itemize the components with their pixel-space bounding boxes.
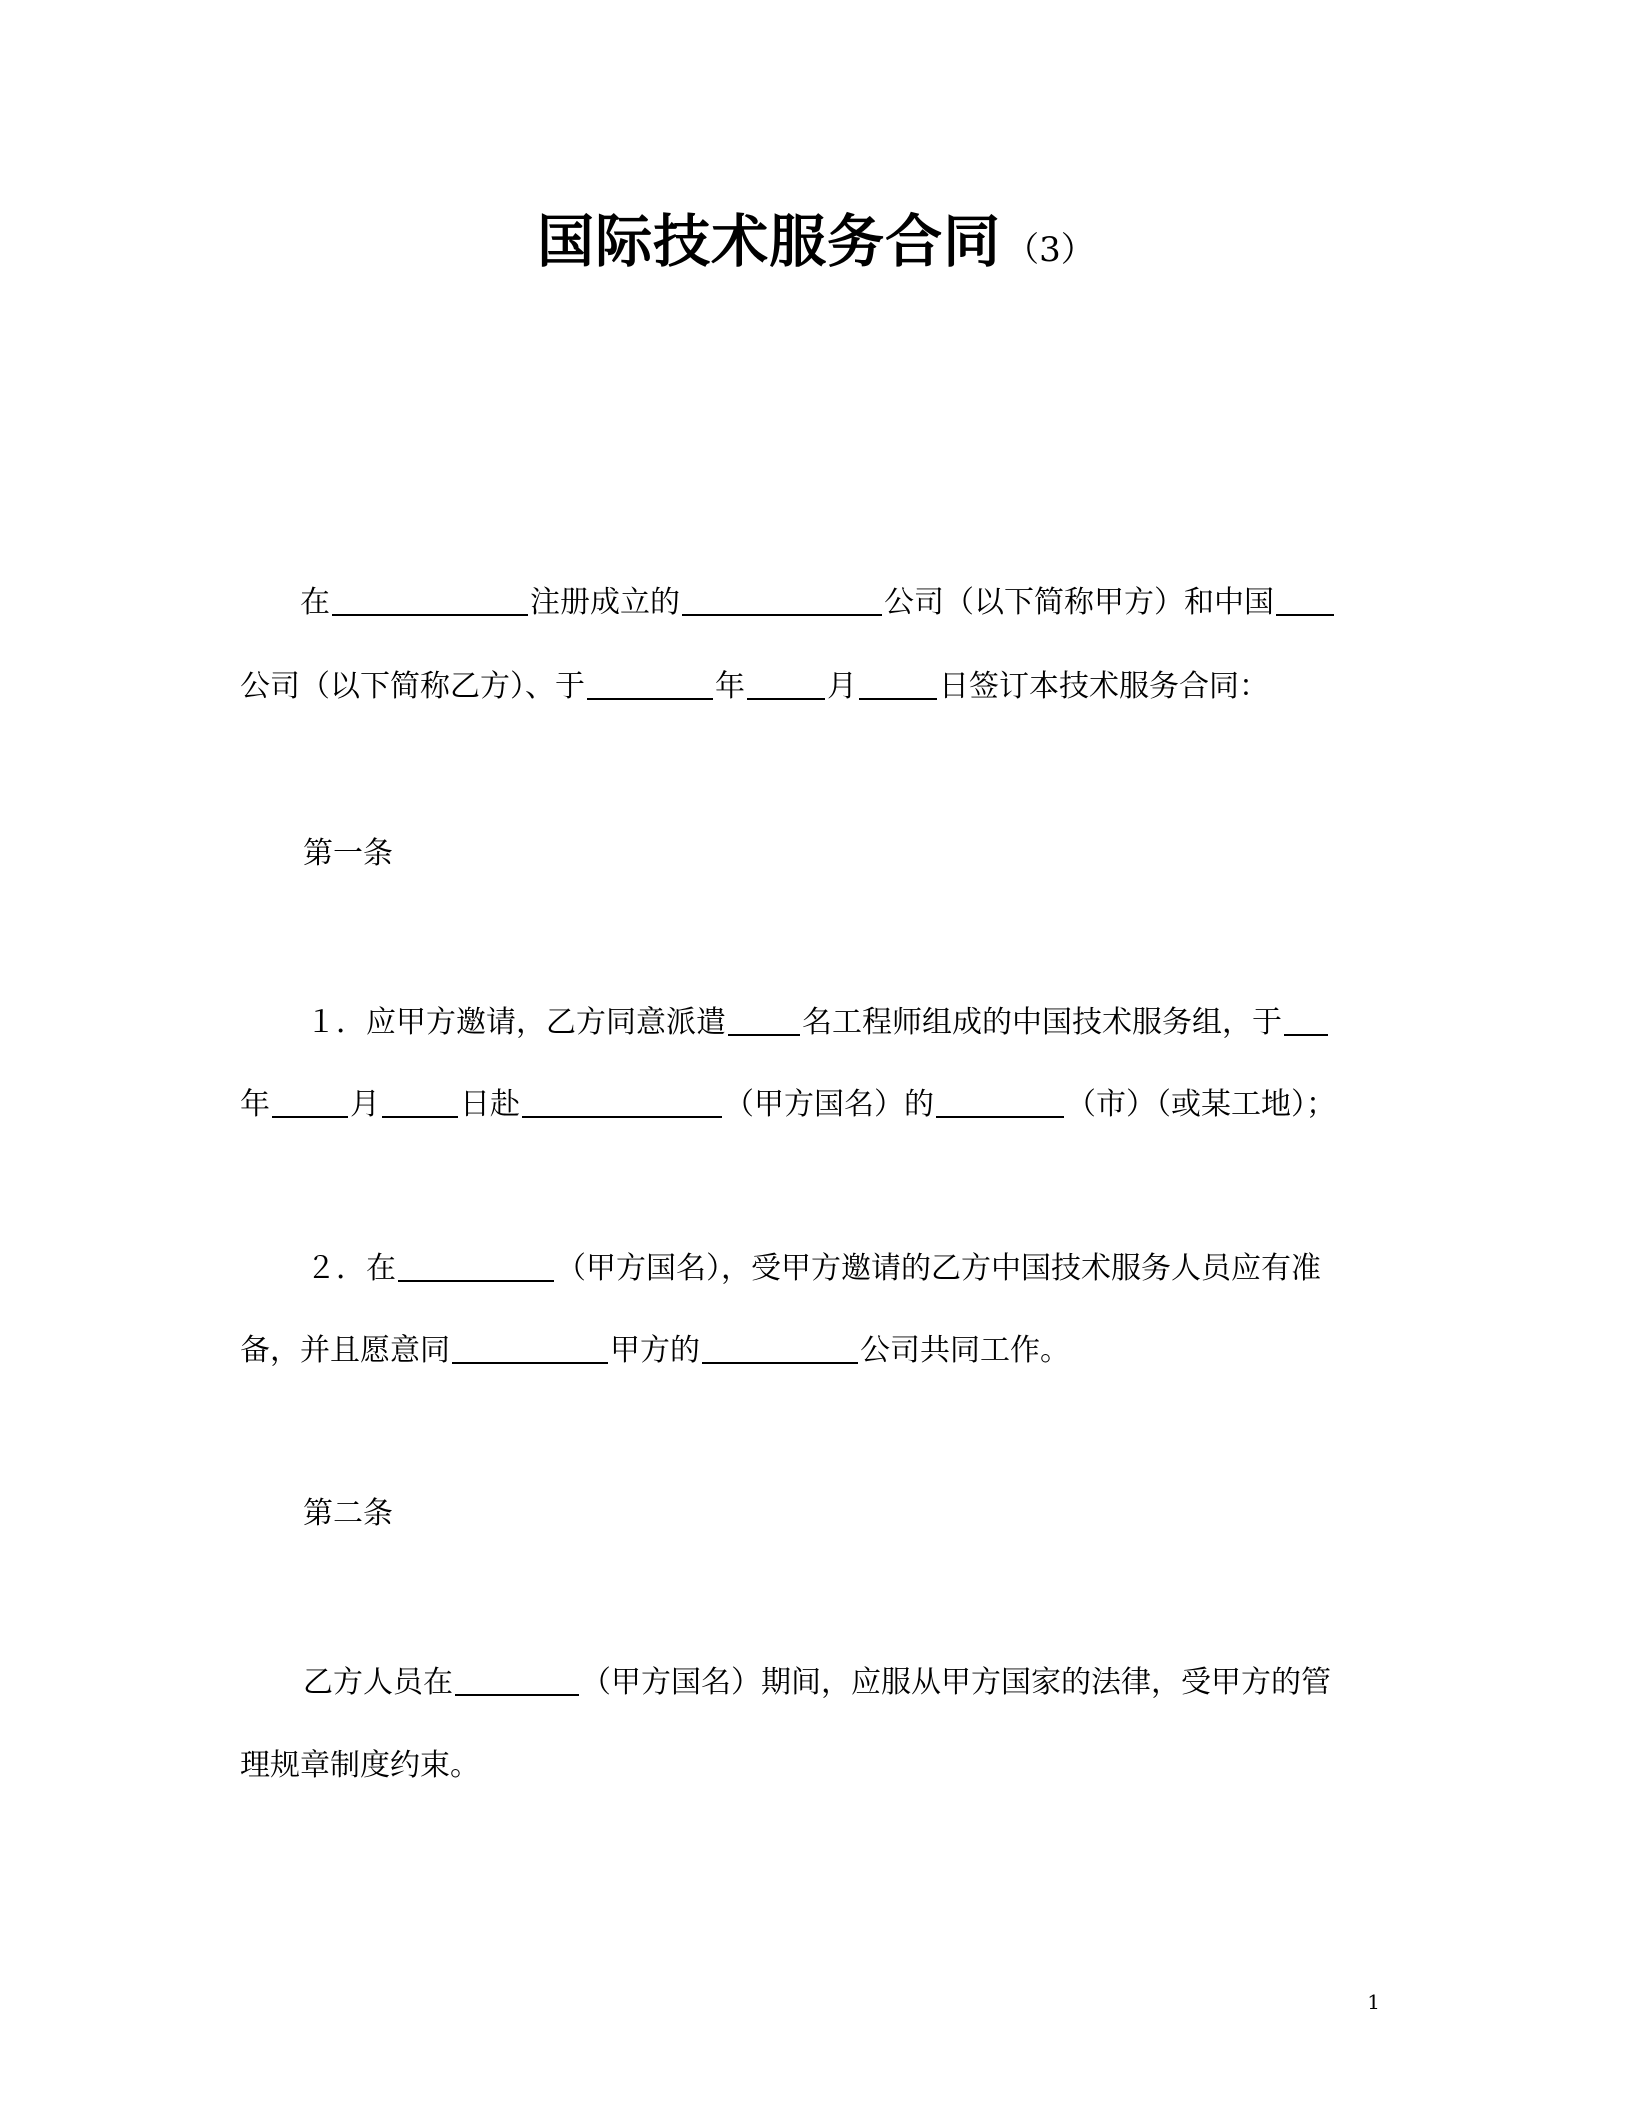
article2-clause-line-1	[240, 1660, 1380, 1704]
blank-field	[936, 1082, 1064, 1118]
article-heading	[240, 832, 1380, 876]
clause-text: 月	[350, 1087, 380, 1122]
blank-field	[702, 1328, 858, 1364]
intro-text: 在	[300, 585, 330, 620]
article-heading	[240, 1492, 1380, 1536]
clause-text: 公司共同工作。	[860, 1333, 1070, 1368]
blank-field	[1284, 1000, 1328, 1036]
clause-text: 年	[240, 1087, 270, 1122]
blank-field	[332, 580, 528, 616]
clause-text: 备，并且愿意同	[240, 1333, 450, 1368]
blank-field	[452, 1328, 608, 1364]
intro-text: 公司（以下简称甲方）和中国	[884, 585, 1274, 620]
clause-text: 甲方的	[610, 1333, 700, 1368]
clause-text: １．应甲方邀请，乙方同意派遣	[306, 1005, 726, 1040]
blank-field	[587, 664, 713, 700]
article1-clause2-line-2	[240, 1328, 1380, 1372]
clause-text: 名工程师组成的中国技术服务组，于	[802, 1005, 1282, 1040]
title-suffix: （3）	[1005, 230, 1095, 270]
blank-field	[859, 664, 937, 700]
clause-text: （甲方国名），受甲方邀请的乙方中国技术服务人员应有准	[556, 1251, 1321, 1286]
clause-text: 乙方人员在	[303, 1665, 453, 1700]
clause-text: 日赴	[460, 1087, 520, 1122]
document-title	[0, 196, 1632, 275]
article2-clause-line-2	[240, 1744, 1380, 1788]
clause-text: 理规章制度约束。	[240, 1748, 480, 1783]
intro-text: 年	[715, 669, 745, 704]
blank-field	[747, 664, 825, 700]
article2-heading: 第二条	[303, 1496, 393, 1531]
blank-field	[728, 1000, 800, 1036]
article1-clause1-line-1	[240, 1000, 1380, 1044]
intro-text: 日签订本技术服务合同：	[939, 669, 1269, 704]
clause-text: ２．在	[306, 1251, 396, 1286]
page-number: 1	[1367, 1990, 1380, 2014]
blank-field	[382, 1082, 458, 1118]
intro-line-2	[240, 664, 1380, 708]
clause-text: （甲方国名）的	[724, 1087, 934, 1122]
intro-text: 公司（以下简称乙方）、于	[240, 669, 585, 704]
article1-clause2-line-1	[240, 1246, 1380, 1290]
clause-text: （甲方国名）期间，应服从甲方国家的法律，受甲方的管	[581, 1665, 1331, 1700]
clause-text: （市）（或某工地）；	[1066, 1087, 1336, 1122]
intro-text: 月	[827, 669, 857, 704]
blank-field	[1276, 580, 1334, 616]
blank-field	[682, 580, 882, 616]
blank-field	[272, 1082, 348, 1118]
intro-text: 注册成立的	[530, 585, 680, 620]
article1-clause1-line-2	[240, 1082, 1380, 1126]
blank-field	[522, 1082, 722, 1118]
blank-field	[398, 1246, 554, 1282]
blank-field	[455, 1660, 579, 1696]
title-text: 国际技术服务合同	[537, 209, 1002, 275]
article1-heading: 第一条	[303, 836, 393, 871]
intro-line-1	[240, 580, 1380, 624]
